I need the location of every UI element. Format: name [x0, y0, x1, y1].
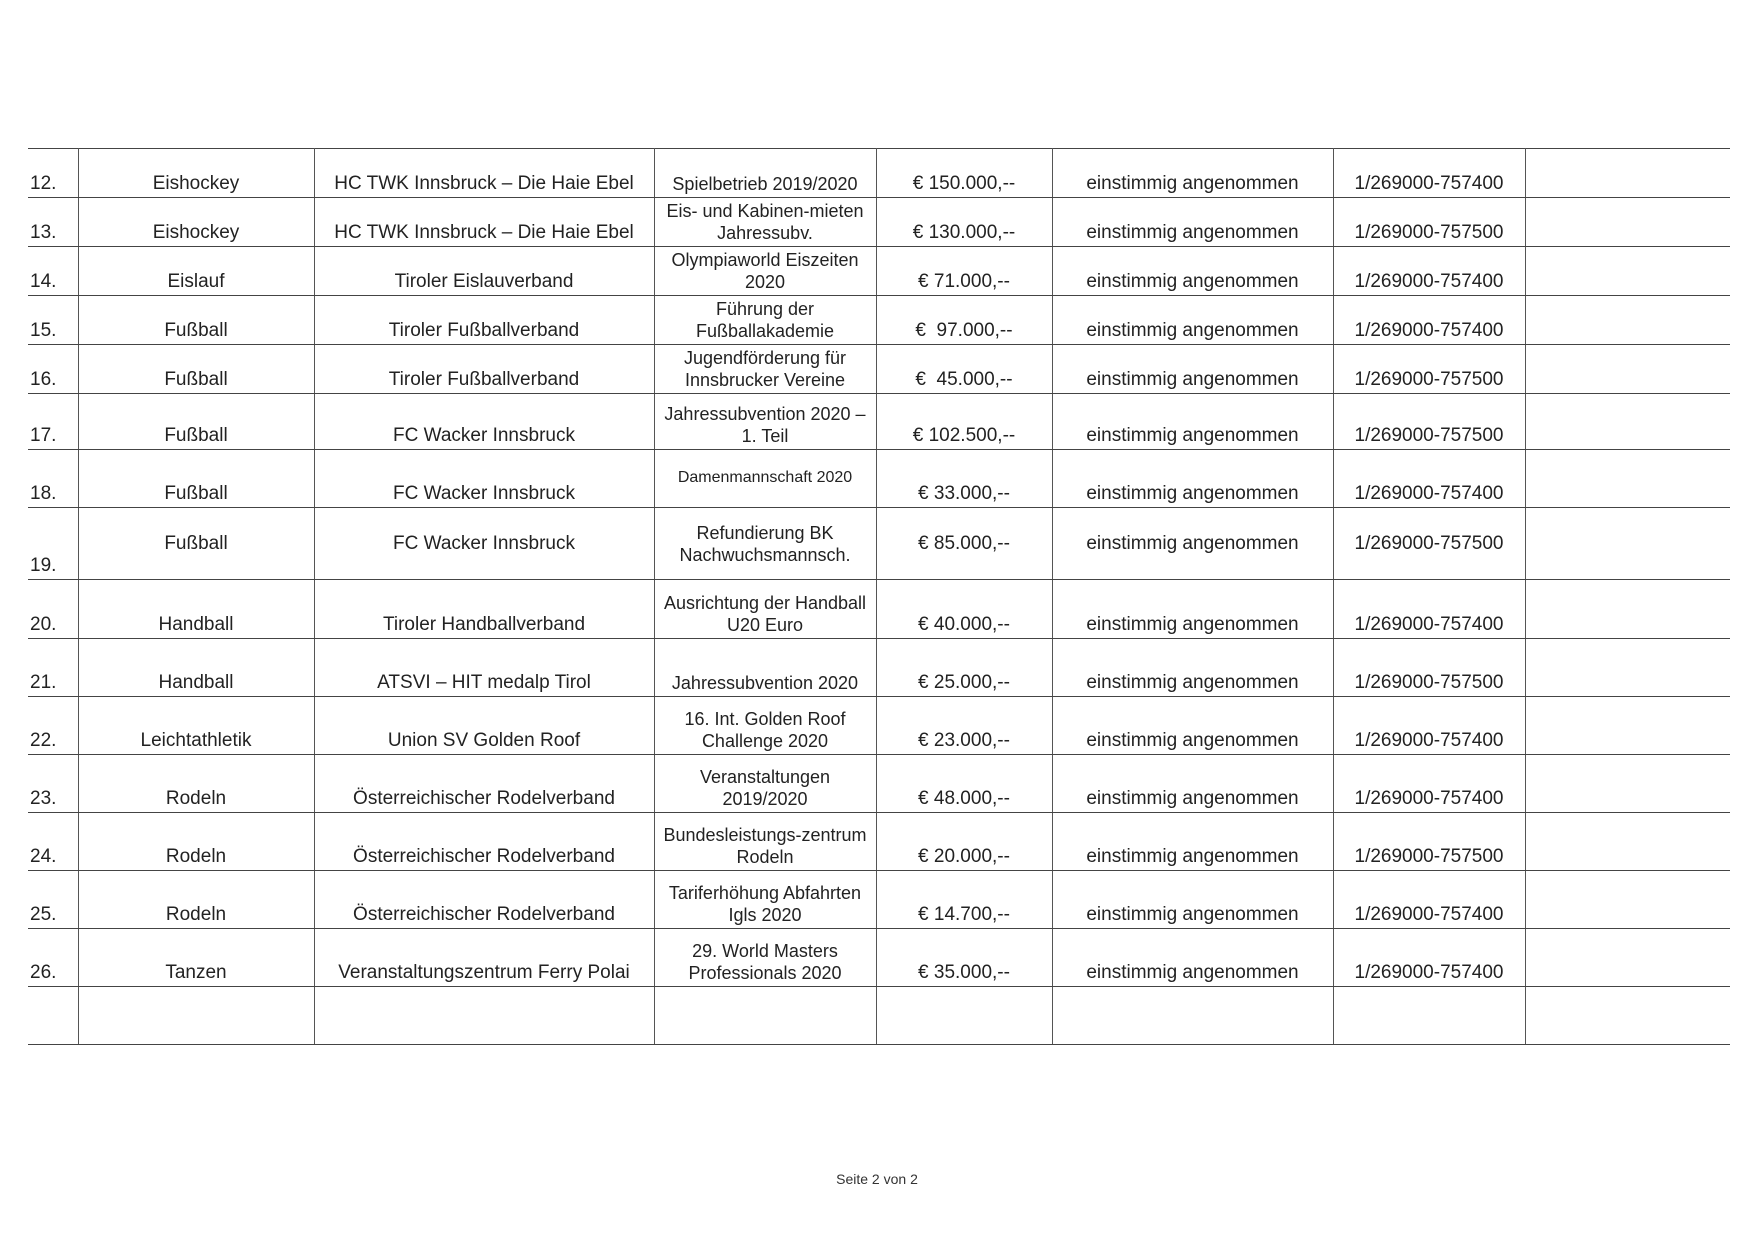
table-row — [28, 296, 1730, 345]
row-number: 14. — [28, 247, 78, 296]
account-cell: 1/269000-757400 — [1333, 296, 1525, 345]
table-row — [28, 639, 1730, 697]
account-cell: 1/269000-757400 — [1333, 755, 1525, 813]
decision-cell: einstimmig angenommen — [1052, 755, 1333, 813]
sport-cell: Rodeln — [78, 871, 314, 929]
account-cell: 1/269000-757400 — [1333, 929, 1525, 987]
decision-cell: einstimmig angenommen — [1052, 345, 1333, 394]
row-number: 19. — [28, 508, 78, 580]
table-row — [28, 450, 1730, 508]
amount-cell: € 33.000,-- — [876, 450, 1052, 508]
page-number-footer: Seite 2 von 2 — [836, 1171, 918, 1187]
extra-cell — [1525, 871, 1730, 929]
amount-cell: € 48.000,-- — [876, 755, 1052, 813]
amount-cell: € 85.000,-- — [876, 508, 1052, 580]
extra-cell — [1525, 508, 1730, 580]
row-number: 17. — [28, 394, 78, 450]
sport-cell — [78, 987, 314, 1045]
purpose-cell: Jahressubvention 2020 – 1. Teil — [654, 394, 876, 450]
amount-cell — [876, 987, 1052, 1045]
purpose-cell: Damenmannschaft 2020 — [654, 450, 876, 508]
decision-cell: einstimmig angenommen — [1052, 450, 1333, 508]
club-cell: Tiroler Handballverband — [314, 580, 654, 639]
decision-cell: einstimmig angenommen — [1052, 247, 1333, 296]
club-cell: ATSVI – HIT medalp Tirol — [314, 639, 654, 697]
decision-cell: einstimmig angenommen — [1052, 580, 1333, 639]
extra-cell — [1525, 929, 1730, 987]
account-cell: 1/269000-757500 — [1333, 198, 1525, 247]
club-cell: Österreichischer Rodelverband — [314, 755, 654, 813]
decision-cell: einstimmig angenommen — [1052, 198, 1333, 247]
club-cell: HC TWK Innsbruck – Die Haie Ebel — [314, 198, 654, 247]
account-cell: 1/269000-757500 — [1333, 639, 1525, 697]
row-number: 15. — [28, 296, 78, 345]
club-cell: Tiroler Eislauverband — [314, 247, 654, 296]
purpose-cell: Veranstaltungen 2019/2020 — [654, 755, 876, 813]
amount-cell: € 40.000,-- — [876, 580, 1052, 639]
account-cell: 1/269000-757400 — [1333, 149, 1525, 198]
amount-cell: € 71.000,-- — [876, 247, 1052, 296]
table-row — [28, 871, 1730, 929]
account-cell: 1/269000-757400 — [1333, 247, 1525, 296]
table-row — [28, 813, 1730, 871]
purpose-cell: Jahressubvention 2020 — [654, 639, 876, 697]
table-row — [28, 580, 1730, 639]
table-row-empty — [28, 987, 1730, 1045]
extra-cell — [1525, 639, 1730, 697]
sport-cell: Handball — [78, 639, 314, 697]
extra-cell — [1525, 149, 1730, 198]
sport-cell: Handball — [78, 580, 314, 639]
purpose-cell: Eis- und Kabinen-mieten Jahressubv. — [654, 198, 876, 247]
club-cell: Österreichischer Rodelverband — [314, 813, 654, 871]
account-cell: 1/269000-757500 — [1333, 345, 1525, 394]
amount-cell: € 35.000,-- — [876, 929, 1052, 987]
sport-cell: Eishockey — [78, 149, 314, 198]
account-cell: 1/269000-757500 — [1333, 394, 1525, 450]
sport-cell: Rodeln — [78, 813, 314, 871]
purpose-cell: Bundesleistungs-zentrum Rodeln — [654, 813, 876, 871]
extra-cell — [1525, 394, 1730, 450]
decision-cell: einstimmig angenommen — [1052, 929, 1333, 987]
account-cell: 1/269000-757500 — [1333, 508, 1525, 580]
account-cell: 1/269000-757400 — [1333, 871, 1525, 929]
purpose-cell: Führung der Fußballakademie — [654, 296, 876, 345]
grant-table — [28, 148, 1730, 1045]
extra-cell — [1525, 580, 1730, 639]
sport-cell: Fußball — [78, 394, 314, 450]
amount-cell: € 150.000,-- — [876, 149, 1052, 198]
decision-cell: einstimmig angenommen — [1052, 813, 1333, 871]
decision-cell: einstimmig angenommen — [1052, 149, 1333, 198]
extra-cell — [1525, 987, 1730, 1045]
sport-cell: Fußball — [78, 450, 314, 508]
club-cell: FC Wacker Innsbruck — [314, 394, 654, 450]
row-number: 25. — [28, 871, 78, 929]
decision-cell — [1052, 987, 1333, 1045]
table-row — [28, 929, 1730, 987]
table-row — [28, 247, 1730, 296]
sport-cell: Rodeln — [78, 755, 314, 813]
table-row — [28, 755, 1730, 813]
decision-cell: einstimmig angenommen — [1052, 639, 1333, 697]
amount-cell: € 102.500,-- — [876, 394, 1052, 450]
amount-cell: € 23.000,-- — [876, 697, 1052, 755]
extra-cell — [1525, 247, 1730, 296]
amount-cell: € 130.000,-- — [876, 198, 1052, 247]
sport-cell: Leichtathletik — [78, 697, 314, 755]
row-number: 23. — [28, 755, 78, 813]
table-row — [28, 149, 1730, 198]
decision-cell: einstimmig angenommen — [1052, 697, 1333, 755]
purpose-cell: Olympiaworld Eiszeiten 2020 — [654, 247, 876, 296]
amount-cell: € 14.700,-- — [876, 871, 1052, 929]
table-row — [28, 697, 1730, 755]
decision-cell: einstimmig angenommen — [1052, 871, 1333, 929]
extra-cell — [1525, 345, 1730, 394]
club-cell: Tiroler Fußballverband — [314, 296, 654, 345]
account-cell: 1/269000-757400 — [1333, 450, 1525, 508]
row-number: 21. — [28, 639, 78, 697]
row-number: 20. — [28, 580, 78, 639]
purpose-cell: Refundierung BK Nachwuchsmannsch. — [654, 508, 876, 580]
club-cell — [314, 987, 654, 1045]
extra-cell — [1525, 198, 1730, 247]
account-cell — [1333, 987, 1525, 1045]
club-cell: FC Wacker Innsbruck — [314, 450, 654, 508]
club-cell: Tiroler Fußballverband — [314, 345, 654, 394]
extra-cell — [1525, 813, 1730, 871]
purpose-cell: Spielbetrieb 2019/2020 — [654, 149, 876, 198]
extra-cell — [1525, 450, 1730, 508]
club-cell: Union SV Golden Roof — [314, 697, 654, 755]
row-number: 26. — [28, 929, 78, 987]
decision-cell: einstimmig angenommen — [1052, 394, 1333, 450]
sport-cell: Eislauf — [78, 247, 314, 296]
extra-cell — [1525, 755, 1730, 813]
row-number: 12. — [28, 149, 78, 198]
sport-cell: Eishockey — [78, 198, 314, 247]
account-cell: 1/269000-757400 — [1333, 697, 1525, 755]
row-number: 24. — [28, 813, 78, 871]
table-row — [28, 345, 1730, 394]
club-cell: Veranstaltungszentrum Ferry Polai — [314, 929, 654, 987]
extra-cell — [1525, 697, 1730, 755]
club-cell: FC Wacker Innsbruck — [314, 508, 654, 580]
grant-table-wrapper — [28, 148, 1730, 1045]
sport-cell: Fußball — [78, 345, 314, 394]
account-cell: 1/269000-757500 — [1333, 813, 1525, 871]
amount-cell: € 45.000,-- — [876, 345, 1052, 394]
purpose-cell: Jugendförderung für Innsbrucker Vereine — [654, 345, 876, 394]
row-number: 13. — [28, 198, 78, 247]
row-number: 22. — [28, 697, 78, 755]
sport-cell: Fußball — [78, 508, 314, 580]
purpose-cell: 29. World Masters Professionals 2020 — [654, 929, 876, 987]
table-row — [28, 394, 1730, 450]
account-cell: 1/269000-757400 — [1333, 580, 1525, 639]
amount-cell: € 97.000,-- — [876, 296, 1052, 345]
decision-cell: einstimmig angenommen — [1052, 508, 1333, 580]
row-number: 18. — [28, 450, 78, 508]
row-number — [28, 987, 78, 1045]
amount-cell: € 25.000,-- — [876, 639, 1052, 697]
club-cell: Österreichischer Rodelverband — [314, 871, 654, 929]
decision-cell: einstimmig angenommen — [1052, 296, 1333, 345]
purpose-cell: 16. Int. Golden Roof Challenge 2020 — [654, 697, 876, 755]
club-cell: HC TWK Innsbruck – Die Haie Ebel — [314, 149, 654, 198]
amount-cell: € 20.000,-- — [876, 813, 1052, 871]
sport-cell: Tanzen — [78, 929, 314, 987]
sport-cell: Fußball — [78, 296, 314, 345]
table-row — [28, 508, 1730, 580]
table-row — [28, 198, 1730, 247]
purpose-cell: Ausrichtung der Handball U20 Euro — [654, 580, 876, 639]
extra-cell — [1525, 296, 1730, 345]
purpose-cell: Tariferhöhung Abfahrten Igls 2020 — [654, 871, 876, 929]
row-number: 16. — [28, 345, 78, 394]
purpose-cell — [654, 987, 876, 1045]
